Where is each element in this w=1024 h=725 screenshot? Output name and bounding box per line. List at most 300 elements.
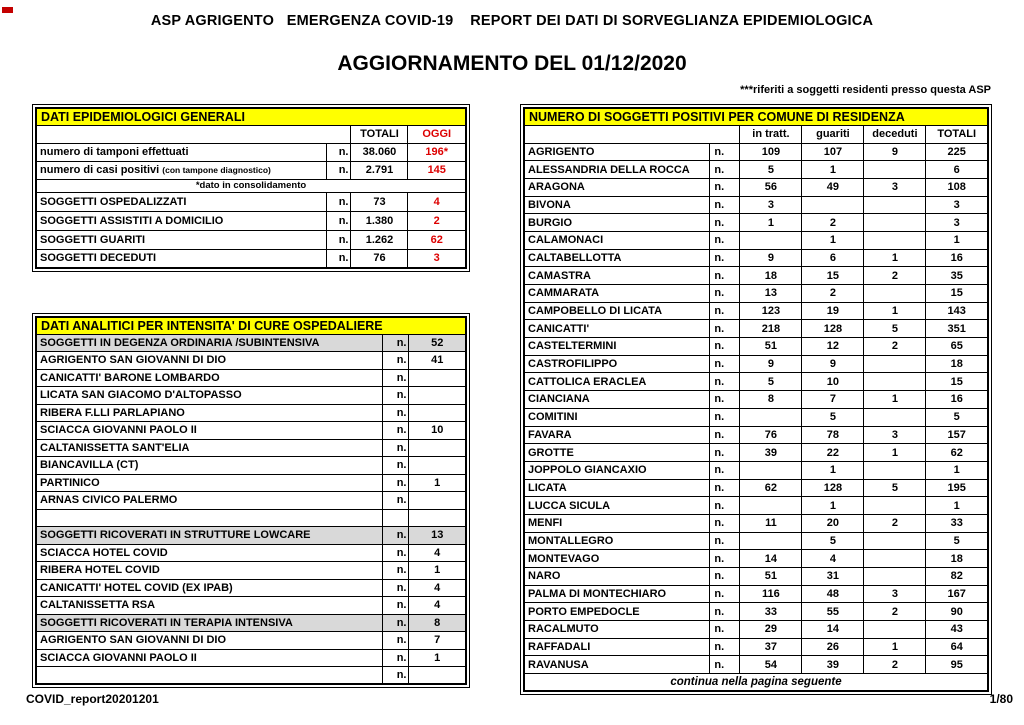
deceduti-value bbox=[864, 550, 926, 568]
n-cell: n. bbox=[710, 231, 740, 249]
row-label: numero di casi positivi (con tampone diagnostico) bbox=[36, 161, 327, 179]
in-tratt-value: 9 bbox=[740, 355, 802, 373]
col-header-deceduti: deceduti bbox=[864, 125, 926, 143]
comune-name: JOPPOLO GIANCAXIO bbox=[524, 461, 710, 479]
n-cell: n. bbox=[710, 479, 740, 497]
deceduti-value: 1 bbox=[864, 249, 926, 267]
table-row bbox=[524, 568, 988, 586]
table-row bbox=[524, 391, 988, 409]
hospital-table-title: DATI ANALITICI PER INTENSITA' DI CURE OSPEDALIERE bbox=[36, 317, 466, 334]
n-cell: n. bbox=[710, 178, 740, 196]
in-tratt-value bbox=[740, 532, 802, 550]
row-value bbox=[409, 439, 466, 457]
row-value: 4 bbox=[409, 597, 466, 615]
table-row bbox=[524, 143, 988, 161]
n-cell: n. bbox=[710, 249, 740, 267]
row-value: 1 bbox=[409, 649, 466, 667]
guariti-value: 128 bbox=[802, 320, 864, 338]
comune-name: CALTABELLOTTA bbox=[524, 249, 710, 267]
in-tratt-value: 54 bbox=[740, 656, 802, 674]
comune-name: GROTTE bbox=[524, 444, 710, 462]
row-label: BIANCAVILLA (CT) bbox=[36, 457, 383, 475]
n-cell: n. bbox=[710, 656, 740, 674]
page-title: ASP AGRIGENTO EMERGENZA COVID-19 REPORT DEI DATI DI SORVEGLIANZA EPIDEMIOLOGICA bbox=[150, 13, 874, 29]
col-header-oggi: OGGI bbox=[408, 125, 466, 143]
n-cell: n. bbox=[383, 614, 409, 632]
table-row bbox=[36, 161, 466, 179]
guariti-value: 26 bbox=[802, 638, 864, 656]
totali-value: 157 bbox=[926, 426, 988, 444]
row-value bbox=[409, 387, 466, 405]
column-header-row bbox=[524, 125, 988, 143]
n-cell: n. bbox=[710, 391, 740, 409]
guariti-value: 9 bbox=[802, 355, 864, 373]
n-cell: n. bbox=[383, 404, 409, 422]
deceduti-value bbox=[864, 355, 926, 373]
n-cell: n. bbox=[710, 621, 740, 639]
row-value: 1 bbox=[409, 562, 466, 580]
guariti-value: 128 bbox=[802, 479, 864, 497]
guariti-value: 14 bbox=[802, 621, 864, 639]
row-label: AGRIGENTO SAN GIOVANNI DI DIO bbox=[36, 352, 383, 370]
table-row bbox=[36, 649, 466, 667]
totali-value: 35 bbox=[926, 267, 988, 285]
row-value: 52 bbox=[409, 334, 466, 352]
totali-value: 18 bbox=[926, 550, 988, 568]
continuation-row bbox=[524, 674, 988, 692]
section-row bbox=[36, 527, 466, 545]
n-cell: n. bbox=[710, 214, 740, 232]
table-row bbox=[36, 579, 466, 597]
deceduti-value bbox=[864, 461, 926, 479]
row-label: CANICATTI' HOTEL COVID (EX IPAB) bbox=[36, 579, 383, 597]
guariti-value: 15 bbox=[802, 267, 864, 285]
row-value: 4 bbox=[409, 579, 466, 597]
table-row bbox=[36, 352, 466, 370]
hospital-care-intensity-table-grid bbox=[35, 316, 467, 685]
n-cell: n. bbox=[327, 143, 351, 161]
totali-value: 73 bbox=[351, 192, 408, 211]
totali-value: 15 bbox=[926, 285, 988, 303]
row-label: ARNAS CIVICO PALERMO bbox=[36, 492, 383, 510]
row-label: SOGGETTI RICOVERATI IN STRUTTURE LOWCARE bbox=[36, 527, 383, 545]
guariti-value: 10 bbox=[802, 373, 864, 391]
comune-name: COMITINI bbox=[524, 408, 710, 426]
n-cell: n. bbox=[710, 408, 740, 426]
comune-name: FAVARA bbox=[524, 426, 710, 444]
comune-name: AGRIGENTO bbox=[524, 143, 710, 161]
n-cell: n. bbox=[383, 457, 409, 475]
table-row bbox=[36, 632, 466, 650]
deceduti-value: 1 bbox=[864, 391, 926, 409]
totali-value: 225 bbox=[926, 143, 988, 161]
totali-value: 16 bbox=[926, 249, 988, 267]
n-cell: n. bbox=[710, 444, 740, 462]
totali-value: 15 bbox=[926, 373, 988, 391]
in-tratt-value: 109 bbox=[740, 143, 802, 161]
guariti-value: 22 bbox=[802, 444, 864, 462]
general-table-title: DATI EPIDEMIOLOGICI GENERALI bbox=[36, 108, 466, 125]
section-row bbox=[36, 334, 466, 352]
in-tratt-value: 56 bbox=[740, 178, 802, 196]
guariti-value: 2 bbox=[802, 214, 864, 232]
deceduti-value: 2 bbox=[864, 656, 926, 674]
totali-value: 2.791 bbox=[351, 161, 408, 179]
totali-value: 62 bbox=[926, 444, 988, 462]
in-tratt-value bbox=[740, 461, 802, 479]
n-cell: n. bbox=[327, 161, 351, 179]
table-row bbox=[524, 479, 988, 497]
deceduti-value bbox=[864, 285, 926, 303]
table-row bbox=[524, 178, 988, 196]
continuation-note: continua nella pagina seguente bbox=[524, 674, 988, 692]
n-cell: n. bbox=[383, 387, 409, 405]
guariti-value: 5 bbox=[802, 532, 864, 550]
totali-value: 1.262 bbox=[351, 230, 408, 249]
row-label: CALTANISSETTA SANT'ELIA bbox=[36, 439, 383, 457]
oggi-value: 4 bbox=[408, 192, 466, 211]
n-cell: n. bbox=[710, 568, 740, 586]
totali-value: 82 bbox=[926, 568, 988, 586]
in-tratt-value: 76 bbox=[740, 426, 802, 444]
table-row bbox=[36, 387, 466, 405]
spacer-cell bbox=[524, 125, 740, 143]
n-cell: n. bbox=[383, 562, 409, 580]
n-cell: n. bbox=[710, 143, 740, 161]
n-cell: n. bbox=[383, 334, 409, 352]
comune-name: NARO bbox=[524, 568, 710, 586]
guariti-value: 78 bbox=[802, 426, 864, 444]
deceduti-value: 3 bbox=[864, 585, 926, 603]
comune-name: LUCCA SICULA bbox=[524, 497, 710, 515]
in-tratt-value: 13 bbox=[740, 285, 802, 303]
row-value: 10 bbox=[409, 422, 466, 440]
comune-name: CANICATTI' bbox=[524, 320, 710, 338]
deceduti-value bbox=[864, 568, 926, 586]
row-label: SOGGETTI DECEDUTI bbox=[36, 249, 327, 268]
table-row bbox=[524, 656, 988, 674]
totali-value: 3 bbox=[926, 214, 988, 232]
document-filename: COVID_report20201201 bbox=[26, 692, 159, 706]
table-row bbox=[524, 514, 988, 532]
positives-by-comune-table-grid bbox=[523, 107, 989, 692]
hospital-care-intensity-table bbox=[32, 313, 470, 688]
guariti-value: 12 bbox=[802, 338, 864, 356]
row-label: AGRIGENTO SAN GIOVANNI DI DIO bbox=[36, 632, 383, 650]
in-tratt-value bbox=[740, 408, 802, 426]
comune-name: ALESSANDRIA DELLA ROCCA bbox=[524, 161, 710, 179]
guariti-value: 6 bbox=[802, 249, 864, 267]
table-row bbox=[524, 532, 988, 550]
table-row bbox=[36, 211, 466, 230]
comune-name: PALMA DI MONTECHIARO bbox=[524, 585, 710, 603]
table-row bbox=[524, 621, 988, 639]
row-label: PARTINICO bbox=[36, 474, 383, 492]
n-cell: n. bbox=[710, 461, 740, 479]
table-row bbox=[36, 474, 466, 492]
n-cell: n. bbox=[383, 527, 409, 545]
comune-name: RAFFADALI bbox=[524, 638, 710, 656]
n-cell: n. bbox=[710, 550, 740, 568]
in-tratt-value: 37 bbox=[740, 638, 802, 656]
consolidation-note-row bbox=[36, 179, 466, 192]
comune-name: CAMMARATA bbox=[524, 285, 710, 303]
deceduti-value bbox=[864, 497, 926, 515]
deceduti-value bbox=[864, 532, 926, 550]
guariti-value: 49 bbox=[802, 178, 864, 196]
guariti-value: 2 bbox=[802, 285, 864, 303]
row-label: SOGGETTI GUARITI bbox=[36, 230, 327, 249]
n-cell: n. bbox=[710, 320, 740, 338]
n-cell: n. bbox=[383, 667, 409, 685]
deceduti-value: 3 bbox=[864, 426, 926, 444]
n-cell: n. bbox=[710, 497, 740, 515]
residents-note: ***riferiti a soggetti residenti presso questa ASP bbox=[740, 84, 991, 96]
n-cell: n. bbox=[710, 285, 740, 303]
deceduti-value: 5 bbox=[864, 320, 926, 338]
comune-name: CASTELTERMINI bbox=[524, 338, 710, 356]
totali-value: 65 bbox=[926, 338, 988, 356]
guariti-value: 20 bbox=[802, 514, 864, 532]
table-row bbox=[524, 426, 988, 444]
deceduti-value: 5 bbox=[864, 479, 926, 497]
deceduti-value bbox=[864, 408, 926, 426]
totali-value: 351 bbox=[926, 320, 988, 338]
deceduti-value: 3 bbox=[864, 178, 926, 196]
in-tratt-value: 11 bbox=[740, 514, 802, 532]
guariti-value: 19 bbox=[802, 302, 864, 320]
in-tratt-value: 14 bbox=[740, 550, 802, 568]
guariti-value: 48 bbox=[802, 585, 864, 603]
row-label: SCIACCA GIOVANNI PAOLO II bbox=[36, 422, 383, 440]
comune-name: CAMASTRA bbox=[524, 267, 710, 285]
table-title-row bbox=[36, 108, 466, 125]
table-row bbox=[524, 461, 988, 479]
row-label bbox=[36, 667, 383, 685]
comune-name: RAVANUSA bbox=[524, 656, 710, 674]
guariti-value: 1 bbox=[802, 461, 864, 479]
in-tratt-value bbox=[740, 231, 802, 249]
guariti-value: 7 bbox=[802, 391, 864, 409]
guariti-value: 1 bbox=[802, 161, 864, 179]
totali-value: 1 bbox=[926, 497, 988, 515]
guariti-value: 31 bbox=[802, 568, 864, 586]
deceduti-value bbox=[864, 161, 926, 179]
n-cell: n. bbox=[710, 161, 740, 179]
comune-name: CASTROFILIPPO bbox=[524, 355, 710, 373]
row-label: SCIACCA HOTEL COVID bbox=[36, 544, 383, 562]
row-label: SCIACCA GIOVANNI PAOLO II bbox=[36, 649, 383, 667]
totali-value: 18 bbox=[926, 355, 988, 373]
col-header-in-tratt: in tratt. bbox=[740, 125, 802, 143]
table-row bbox=[36, 509, 466, 527]
in-tratt-value bbox=[740, 497, 802, 515]
row-value bbox=[409, 667, 466, 685]
n-cell: n. bbox=[710, 585, 740, 603]
n-cell: n. bbox=[710, 603, 740, 621]
comuni-table-title: NUMERO DI SOGGETTI POSITIVI PER COMUNE DI RESIDENZA bbox=[524, 108, 988, 125]
row-label: SOGGETTI ASSISTITI A DOMICILIO bbox=[36, 211, 327, 230]
guariti-value: 1 bbox=[802, 231, 864, 249]
totali-value: 38.060 bbox=[351, 143, 408, 161]
oggi-value: 145 bbox=[408, 161, 466, 179]
totali-value: 76 bbox=[351, 249, 408, 268]
in-tratt-value: 8 bbox=[740, 391, 802, 409]
table-row bbox=[524, 267, 988, 285]
n-cell: n. bbox=[383, 649, 409, 667]
in-tratt-value: 1 bbox=[740, 214, 802, 232]
table-row bbox=[524, 585, 988, 603]
in-tratt-value: 3 bbox=[740, 196, 802, 214]
table-row bbox=[36, 369, 466, 387]
table-title-row bbox=[36, 317, 466, 334]
in-tratt-value: 123 bbox=[740, 302, 802, 320]
comune-name: RACALMUTO bbox=[524, 621, 710, 639]
n-cell: n. bbox=[383, 439, 409, 457]
table-row bbox=[36, 422, 466, 440]
table-row bbox=[524, 338, 988, 356]
totali-value: 195 bbox=[926, 479, 988, 497]
table-row bbox=[524, 355, 988, 373]
deceduti-value bbox=[864, 373, 926, 391]
table-row bbox=[36, 249, 466, 268]
table-row bbox=[524, 231, 988, 249]
deceduti-value: 9 bbox=[864, 143, 926, 161]
table-row bbox=[524, 214, 988, 232]
row-label-note: (con tampone diagnostico) bbox=[162, 165, 271, 175]
totali-value: 6 bbox=[926, 161, 988, 179]
row-label: numero di tamponi effettuati bbox=[36, 143, 327, 161]
totali-value: 1.380 bbox=[351, 211, 408, 230]
guariti-value: 1 bbox=[802, 497, 864, 515]
general-epidemiological-table-grid bbox=[35, 107, 467, 269]
n-cell: n. bbox=[710, 514, 740, 532]
deceduti-value bbox=[864, 621, 926, 639]
table-row bbox=[36, 192, 466, 211]
n-cell: n. bbox=[327, 192, 351, 211]
n-cell: n. bbox=[327, 230, 351, 249]
table-row bbox=[524, 603, 988, 621]
table-row bbox=[36, 457, 466, 475]
table-row bbox=[524, 550, 988, 568]
consolidation-note: *dato in consolidamento bbox=[36, 179, 466, 192]
in-tratt-value: 5 bbox=[740, 161, 802, 179]
table-row bbox=[524, 373, 988, 391]
positives-by-comune-table bbox=[520, 104, 992, 695]
in-tratt-value: 9 bbox=[740, 249, 802, 267]
deceduti-value bbox=[864, 214, 926, 232]
guariti-value: 5 bbox=[802, 408, 864, 426]
table-row bbox=[36, 439, 466, 457]
general-epidemiological-table bbox=[32, 104, 470, 272]
totali-value: 33 bbox=[926, 514, 988, 532]
totali-value: 1 bbox=[926, 231, 988, 249]
col-header-totali: TOTALI bbox=[351, 125, 408, 143]
n-cell: n. bbox=[383, 597, 409, 615]
totali-value: 95 bbox=[926, 656, 988, 674]
totali-value: 1 bbox=[926, 461, 988, 479]
table-row bbox=[524, 444, 988, 462]
in-tratt-value: 62 bbox=[740, 479, 802, 497]
table-row bbox=[524, 320, 988, 338]
deceduti-value bbox=[864, 231, 926, 249]
in-tratt-value: 5 bbox=[740, 373, 802, 391]
row-label: CANICATTI' BARONE LOMBARDO bbox=[36, 369, 383, 387]
update-date-title: AGGIORNAMENTO DEL 01/12/2020 bbox=[337, 52, 687, 75]
n-cell: n. bbox=[383, 579, 409, 597]
deceduti-value: 2 bbox=[864, 338, 926, 356]
comune-name: LICATA bbox=[524, 479, 710, 497]
in-tratt-value: 29 bbox=[740, 621, 802, 639]
comune-name: PORTO EMPEDOCLE bbox=[524, 603, 710, 621]
table-row bbox=[36, 230, 466, 249]
table-row bbox=[524, 302, 988, 320]
row-label bbox=[36, 509, 383, 527]
table-row bbox=[36, 562, 466, 580]
deceduti-value: 2 bbox=[864, 514, 926, 532]
table-row bbox=[524, 638, 988, 656]
row-value: 7 bbox=[409, 632, 466, 650]
table-row bbox=[36, 143, 466, 161]
guariti-value: 107 bbox=[802, 143, 864, 161]
table-row bbox=[524, 196, 988, 214]
section-row bbox=[36, 614, 466, 632]
in-tratt-value: 39 bbox=[740, 444, 802, 462]
row-value: 4 bbox=[409, 544, 466, 562]
comune-name: ARAGONA bbox=[524, 178, 710, 196]
guariti-value bbox=[802, 196, 864, 214]
oggi-value: 62 bbox=[408, 230, 466, 249]
comune-name: MONTALLEGRO bbox=[524, 532, 710, 550]
in-tratt-value: 33 bbox=[740, 603, 802, 621]
row-value bbox=[409, 457, 466, 475]
row-value: 41 bbox=[409, 352, 466, 370]
comune-name: MENFI bbox=[524, 514, 710, 532]
comune-name: BIVONA bbox=[524, 196, 710, 214]
n-cell: n. bbox=[710, 267, 740, 285]
totali-value: 5 bbox=[926, 532, 988, 550]
in-tratt-value: 116 bbox=[740, 585, 802, 603]
row-value bbox=[409, 492, 466, 510]
comune-name: CATTOLICA ERACLEA bbox=[524, 373, 710, 391]
table-title-row bbox=[524, 108, 988, 125]
comune-name: CAMPOBELLO DI LICATA bbox=[524, 302, 710, 320]
n-cell: n. bbox=[383, 632, 409, 650]
guariti-value: 39 bbox=[802, 656, 864, 674]
row-label: SOGGETTI OSPEDALIZZATI bbox=[36, 192, 327, 211]
n-cell: n. bbox=[383, 492, 409, 510]
table-row bbox=[524, 285, 988, 303]
table-row bbox=[524, 497, 988, 515]
totali-value: 64 bbox=[926, 638, 988, 656]
row-value: 13 bbox=[409, 527, 466, 545]
table-row bbox=[524, 249, 988, 267]
n-cell: n. bbox=[327, 211, 351, 230]
n-cell bbox=[383, 509, 409, 527]
table-row bbox=[36, 597, 466, 615]
n-cell: n. bbox=[710, 426, 740, 444]
guariti-value: 55 bbox=[802, 603, 864, 621]
totali-value: 90 bbox=[926, 603, 988, 621]
in-tratt-value: 218 bbox=[740, 320, 802, 338]
totali-value: 143 bbox=[926, 302, 988, 320]
deceduti-value: 1 bbox=[864, 302, 926, 320]
n-cell: n. bbox=[383, 352, 409, 370]
comune-name: CALAMONACI bbox=[524, 231, 710, 249]
table-row bbox=[36, 404, 466, 422]
n-cell: n. bbox=[710, 302, 740, 320]
oggi-value: 3 bbox=[408, 249, 466, 268]
